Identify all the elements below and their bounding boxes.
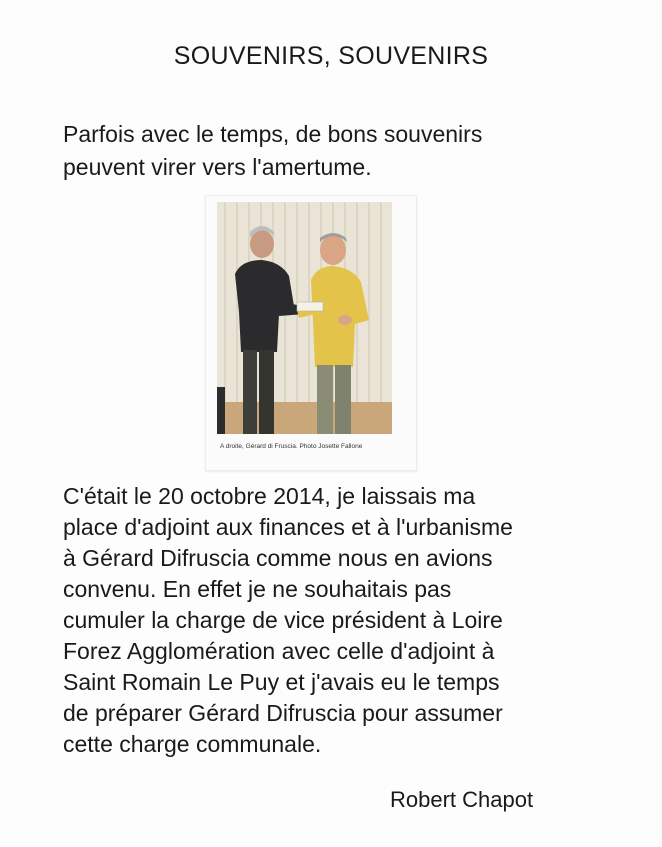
photo-card bbox=[205, 195, 417, 471]
body-line: à Gérard Difruscia comme nous en avions bbox=[63, 545, 493, 571]
page-title: SOUVENIRS, SOUVENIRS bbox=[173, 42, 489, 70]
body-paragraph bbox=[63, 481, 653, 760]
body-line: Saint Romain Le Puy et j'avais eu le temps bbox=[63, 669, 500, 695]
intro-line: Parfois avec le temps, de bons souvenirs bbox=[63, 121, 483, 147]
photo bbox=[217, 202, 392, 434]
body-line: cumuler la charge de vice président à Loire bbox=[63, 607, 503, 633]
body-line: place d'adjoint aux finances et à l'urbanisme bbox=[63, 514, 513, 540]
body-line: de préparer Gérard Difruscia pour assumer bbox=[63, 700, 503, 726]
body-line: Forez Agglomération avec celle d'adjoint à bbox=[63, 638, 495, 664]
photo-caption: A droite, Gérard di Fruscia. Photo Josette Fallone bbox=[220, 443, 363, 450]
body-line: convenu. En effet je ne souhaitais pas bbox=[63, 576, 452, 602]
signature: Robert Chapot bbox=[390, 787, 534, 812]
intro-paragraph bbox=[63, 118, 643, 184]
intro-line: peuvent virer vers l'amertume. bbox=[63, 154, 372, 180]
body-line: cette charge communale. bbox=[63, 731, 322, 757]
body-line: C'était le 20 octobre 2014, je laissais ma bbox=[63, 483, 476, 509]
photo-image bbox=[217, 202, 392, 434]
